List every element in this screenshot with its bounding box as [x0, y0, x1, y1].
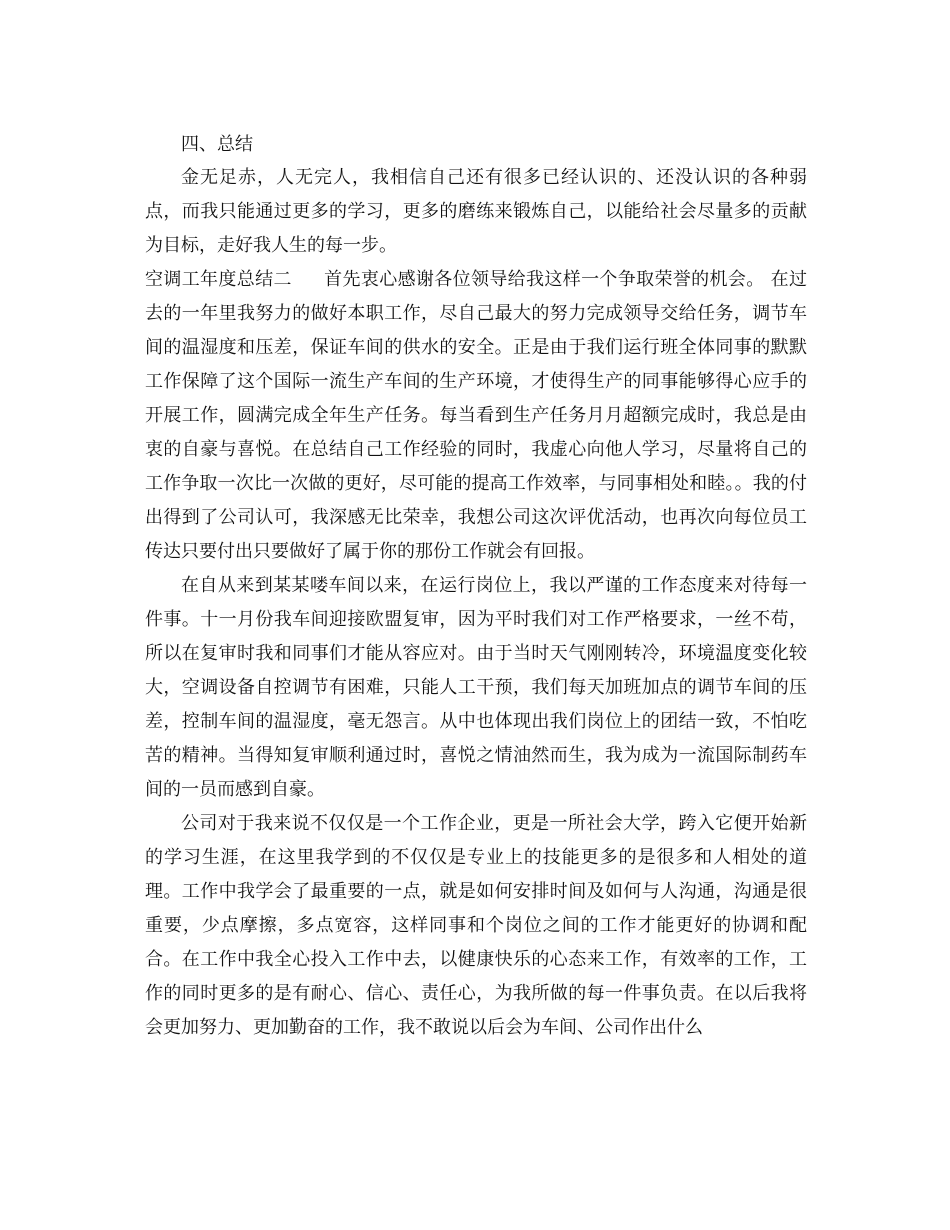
document-title: 空调工年度总结二: [145, 269, 292, 290]
section-heading: 四、总结: [181, 134, 253, 155]
paragraph-report-body: 首先衷心感谢各位领导给我这样一个争取荣誉的机会。 在过去的一年里我努力的做好本职工作，尽自己最大的努力完成领导交给任务，调节车间的温湿度和压差，保证车间的供水的安全。正是由于我们运行班全体同事的默默工作保障了这个国际一流生产车间的生产环境，才使得生产的同事能够得心应手的开展工作，圆满完成全年生产任务。每当看到生产任务月月超额完成时，我总是由衷的自豪与喜悦。在总结自己工作经验的同时，我虚心向他人学习，尽量将自己的工作争取一次比一次做的更好，尽可能的提高工作效率，与同事相处和睦。。我的付出得到了公司认可，我深感无比荣幸，我想公司这次评优活动，也再次向每位员工传达只要付出只要做好了属于你的那份工作就会有回报。: [145, 269, 807, 562]
paragraph-report-intro: [145, 263, 807, 569]
paragraph-summary: 金无足赤，人无完人，我相信自己还有很多已经认识的、还没认识的各种弱点，而我只能通过更多的学习，更多的磨练来锻炼自己，以能给社会尽量多的贡献为目标，走好我人生的每一步。: [145, 167, 807, 256]
document-page: [145, 128, 807, 1045]
paragraph-workshop: 在自从来到某某喽车间以来，在运行岗位上，我以严谨的工作态度来对待每一件事。十一月份我车间迎接欧盟复审，因为平时我们对工作严格要求，一丝不苟，所以在复审时我和同事们才能从容应对。由于当时天气刚刚转冷，环境温度变化较大，空调设备自控调节有困难，只能人工干预，我们每天加班加点的调节车间的压差，控制车间的温湿度，毫无怨言。从中也体现出我们岗位上的团结一致，不怕吃苦的精神。当得知复审顺利通过时，喜悦之情油然而生，我为成为一流国际制药车间的一员而感到自豪。: [145, 575, 807, 800]
paragraph-company: 公司对于我来说不仅仅是一个工作企业，更是一所社会大学，跨入它便开始新的学习生涯，在这里我学到的不仅仅是专业上的技能更多的是很多和人相处的道理。工作中我学会了最重要的一点，就是如何安排时间及如何与人沟通，沟通是很重要，少点摩擦，多点宽容，这样同事和个岗位之间的工作才能更好的协调和配合。在工作中我全心投入工作中去，以健康快乐的心态来工作，有效率的工作，工作的同时更多的是有耐心、信心、责任心，为我所做的每一件事负责。在以后我将会更加努力、更加勤奋的工作，我不敢说以后会为车间、公司作出什么: [145, 813, 807, 1038]
